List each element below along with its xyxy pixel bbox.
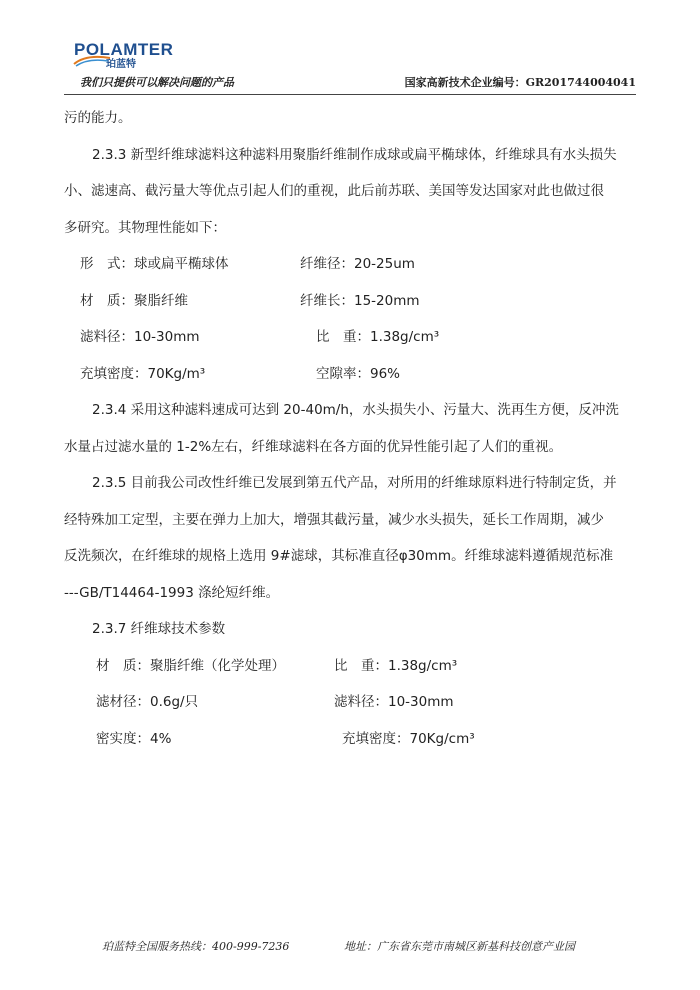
header-divider xyxy=(64,94,636,95)
footer-address: 地址：广东省东莞市南城区新基科技创意产业园 xyxy=(344,940,575,953)
header-slogan: 我们只提供可以解决问题的产品 xyxy=(80,76,234,89)
property-row xyxy=(64,246,644,283)
paragraph-line: 污的能力。 xyxy=(64,110,132,126)
paragraph-line: 经特殊加工定型，主要在弹力上加大，增强其截污量，减少水头损失，延长工作周期，减少 xyxy=(64,511,604,528)
property-left: 充填密度：70Kg/m³ xyxy=(80,365,206,382)
property-row xyxy=(64,319,644,356)
company-logo xyxy=(72,40,182,72)
paragraph-line: ---GB/T14464-1993 涤纶短纤维。 xyxy=(64,584,280,601)
property-right: 纤维长：15-20mm xyxy=(300,292,420,309)
header-certificate-number: 国家高新技术企业编号：GR201744004041 xyxy=(404,76,636,89)
property-right: 比 重：1.38g/cm³ xyxy=(316,329,440,345)
property-right: 比 重：1.38g/cm³ xyxy=(334,657,458,674)
paragraph-line: 小、滤速高、截污量大等优点引起人们的重视，此后前苏联、美国等发达国家对此也做过很 xyxy=(64,183,604,199)
property-left: 材 质：聚脂纤维 xyxy=(80,292,188,309)
property-left: 滤料径：10-30mm xyxy=(80,329,200,345)
property-row xyxy=(64,648,644,685)
paragraph-line: 多研究。其物理性能如下： xyxy=(64,219,226,236)
property-right: 纤维径：20-25um xyxy=(300,256,415,272)
footer-hotline: 珀蓝特全国服务热线：400-999-7236 xyxy=(102,940,290,953)
property-left: 材 质：聚脂纤维（化学处理） xyxy=(96,657,285,674)
document-body xyxy=(64,100,644,757)
property-row xyxy=(64,721,644,758)
page-header xyxy=(0,0,700,100)
paragraph-line: 2.3.5 目前我公司改性纤维已发展到第五代产品，对所用的纤维球原料进行特制定货，并 xyxy=(92,475,617,491)
property-row xyxy=(64,684,644,721)
property-left: 形 式：球或扁平椭球体 xyxy=(80,256,229,272)
property-right: 滤料径：10-30mm xyxy=(334,694,454,710)
logo-chinese-name: 珀蓝特 xyxy=(106,59,136,70)
paragraph-line: 水量占过滤水量的 1-2%左右，纤维球滤料在各方面的优异性能引起了人们的重视。 xyxy=(64,438,563,455)
section-heading: 2.3.7 纤维球技术参数 xyxy=(92,621,226,637)
property-row xyxy=(64,356,644,393)
logo-wordmark: POLAMTER xyxy=(74,40,174,59)
property-row xyxy=(64,283,644,320)
property-right: 充填密度：70Kg/cm³ xyxy=(342,730,475,747)
property-left: 滤材径：0.6g/只 xyxy=(96,694,199,710)
property-left: 密实度：4% xyxy=(96,730,172,747)
paragraph-line: 反洗频次，在纤维球的规格上选用 9#滤球，其标准直径φ30mm。纤维球滤料遵循规范标准 xyxy=(64,548,614,564)
property-right: 空隙率：96% xyxy=(316,365,401,382)
paragraph-line: 2.3.4 采用这种滤料速成可达到 20-40m/h，水头损失小、污量大、洗再生方便，反冲洗 xyxy=(92,402,619,418)
paragraph-line: 2.3.3 新型纤维球滤料这种滤料用聚脂纤维制作成球或扁平椭球体，纤维球具有水头损失 xyxy=(92,146,617,163)
